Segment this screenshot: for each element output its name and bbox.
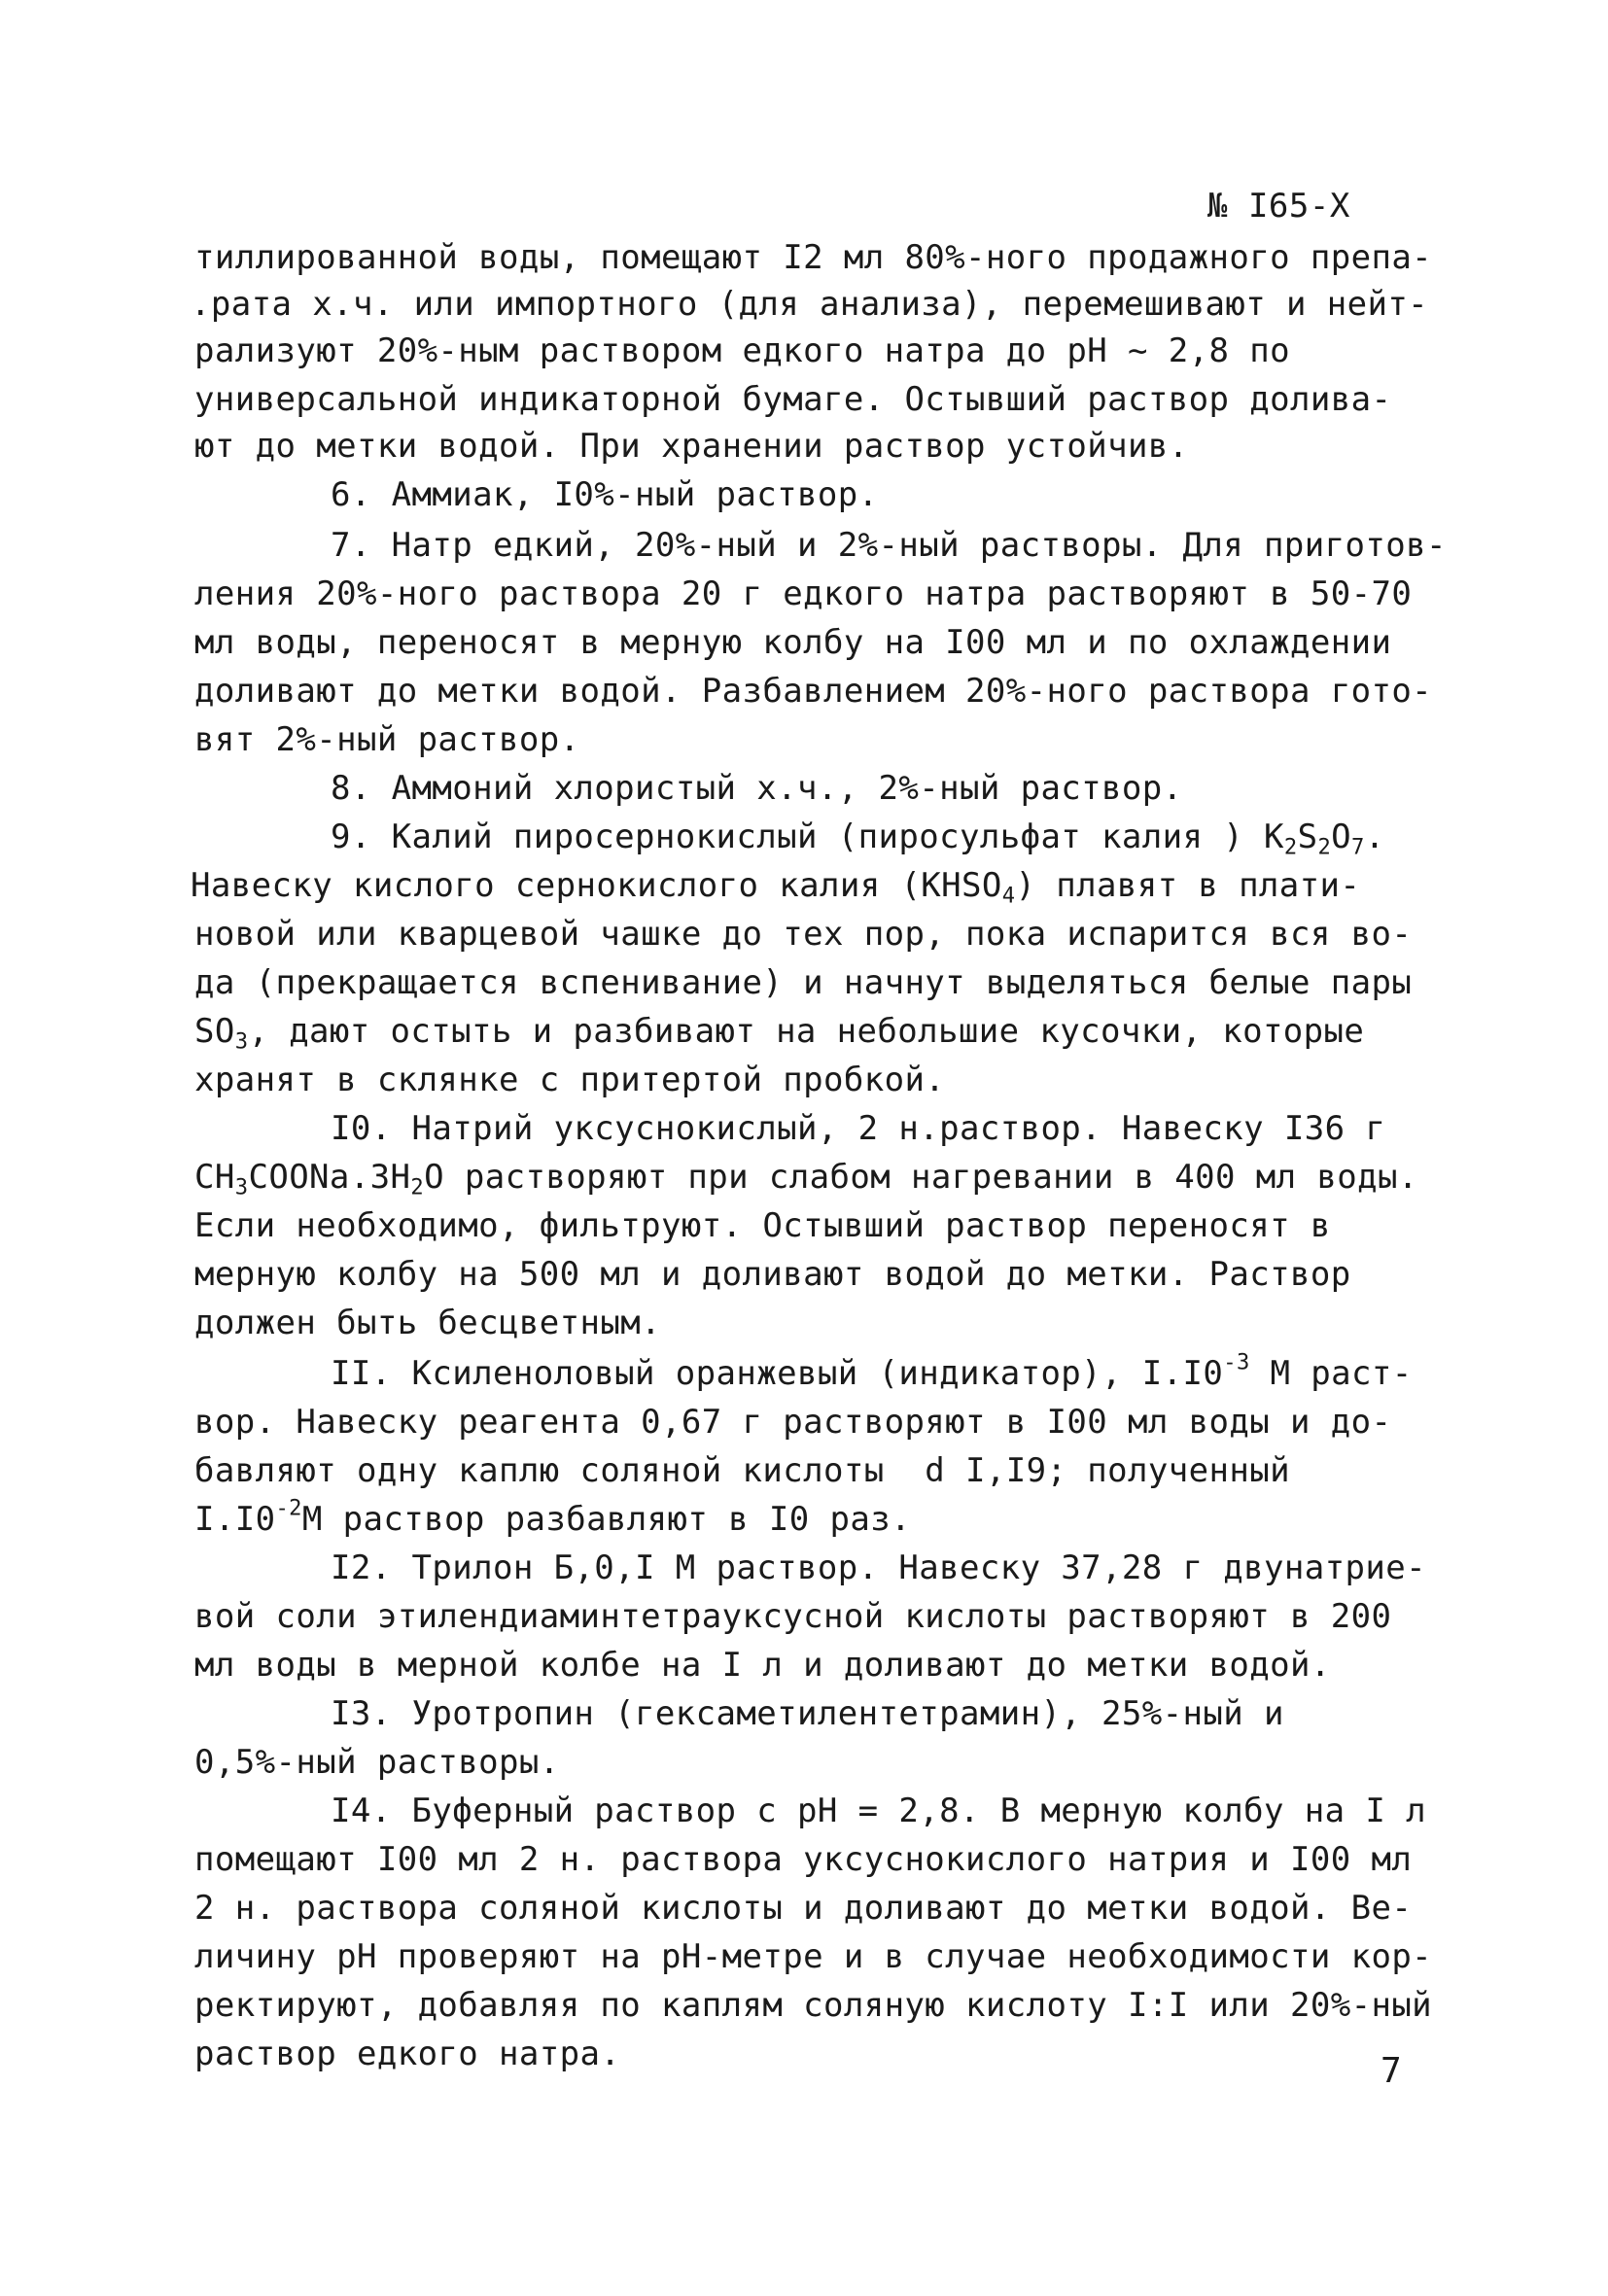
text-line: новой или кварцевой чашке до тех пор, пока испарится вся во- (194, 915, 1413, 954)
text-line: тиллированной воды, помещают I2 мл 80%-ного продажного препа- (194, 238, 1433, 277)
text-line: 7. Натр едкий, 20%-ный и 2%-ный растворы. Для приготов- (331, 526, 1447, 565)
text-line: личину pH проверяют на pH-метре и в случае необходимости кор- (194, 1937, 1433, 1976)
text-line: ректируют, добавляя по каплям соляную кислоту I:I или 20%-ный (194, 1986, 1433, 2025)
text-line: мерную колбу на 500 мл и доливают водой до метки. Раствор (194, 1255, 1351, 1294)
text-line: .рата х.ч. или импортного (для анализа), перемешивают и нейт- (191, 285, 1429, 324)
text-line: I4. Буферный раствор с pH = 2,8. В мерную колбу на I л (331, 1792, 1426, 1830)
text-line: II. Ксиленоловый оранжевый (индикатор), $I.I0^{-3}$ M раст- (331, 1349, 1413, 1393)
text-line: 0,5%-ный растворы. (194, 1743, 560, 1782)
text-line: помещают I00 мл 2 н. раствора уксуснокислого натрия и I00 мл (194, 1840, 1413, 1879)
text-line: должен быть бесцветным. (194, 1304, 662, 1342)
text-line: I2. Трилон Б,0,I M раствор. Навеску 37,28 г двунатрие- (331, 1548, 1426, 1587)
text-line: Если необходимо, фильтруют. Остывший раствор переносят в (194, 1206, 1331, 1245)
text-line: вор. Навеску реагента 0,67 г растворяют в I00 мл воды и до- (194, 1403, 1392, 1442)
text-line: универсальной индикаторной бумаге. Остывший раствор доливa- (194, 380, 1392, 419)
text-line: мл воды в мерной колбе на I л и доливают до метки водой. (194, 1646, 1331, 1685)
text-line: 8. Аммоний хлористый х.ч., 2%-ный раствор. (331, 769, 1183, 808)
text-line: $CH_3COONa.3H_2O$ растворяют при слабом нагревании в 400 мл воды. (194, 1158, 1418, 1200)
text-line: 9. Калий пиросернокислый (пиросульфат калия ) $K_2S_2O_7$. (331, 818, 1385, 860)
document-number: № I65-X (1207, 187, 1350, 226)
text-line: хранят в склянке с притертой пробкой. (194, 1061, 946, 1099)
text-line: 2 н. раствора соляной кислоты и доливают до метки водой. Ве- (194, 1889, 1413, 1928)
text-line: I0. Натрий уксуснокислый, 2 н.раствор. Навеску I36 г (331, 1109, 1386, 1148)
text-line: 6. Аммиак, I0%-ный раствор. (331, 475, 879, 514)
text-line: раствор едкого натра. (194, 2035, 621, 2073)
text-line: вят 2%-ный раствор. (194, 720, 580, 759)
text-line: да (прекращается вспенивание) и начнут выделяться белые пары (194, 963, 1413, 1002)
text-line: бавляют одну каплю соляной кислоты d I,I9; полученный (194, 1451, 1290, 1490)
text-line: доливают до метки водой. Разбавлением 20%-ного раствора гото- (194, 672, 1433, 711)
page-number: 7 (1381, 2051, 1402, 2091)
text-line: ления 20%-ного раствора 20 г едкого натра растворяют в 50-70 (194, 574, 1413, 613)
text-line: I3. Уротропин (гексаметилентетрамин), 25%-ный и (331, 1694, 1284, 1733)
text-line: мл воды, переносят в мерную колбу на I00 мл и по охлаждении (194, 623, 1392, 662)
text-line: вой соли этилендиаминтетрауксусной кислоты растворяют в 200 (194, 1597, 1392, 1636)
text-line: $SO_3$, дают остыть и разбивают на небольшие кусочки, которые (194, 1012, 1365, 1055)
text-line: Навеску кислого сернокислого калия $(KHSO_4)$ плавят в плати- (191, 866, 1361, 909)
text-line: ют до метки водой. При хранении раствор устойчив. (194, 427, 1189, 466)
text-line: $I.I0^{-2}M$ раствор разбавляют в I0 раз. (194, 1495, 911, 1539)
text-line: рализуют 20%-ным раствором едкого натра до pH ~ 2,8 по (194, 331, 1290, 370)
